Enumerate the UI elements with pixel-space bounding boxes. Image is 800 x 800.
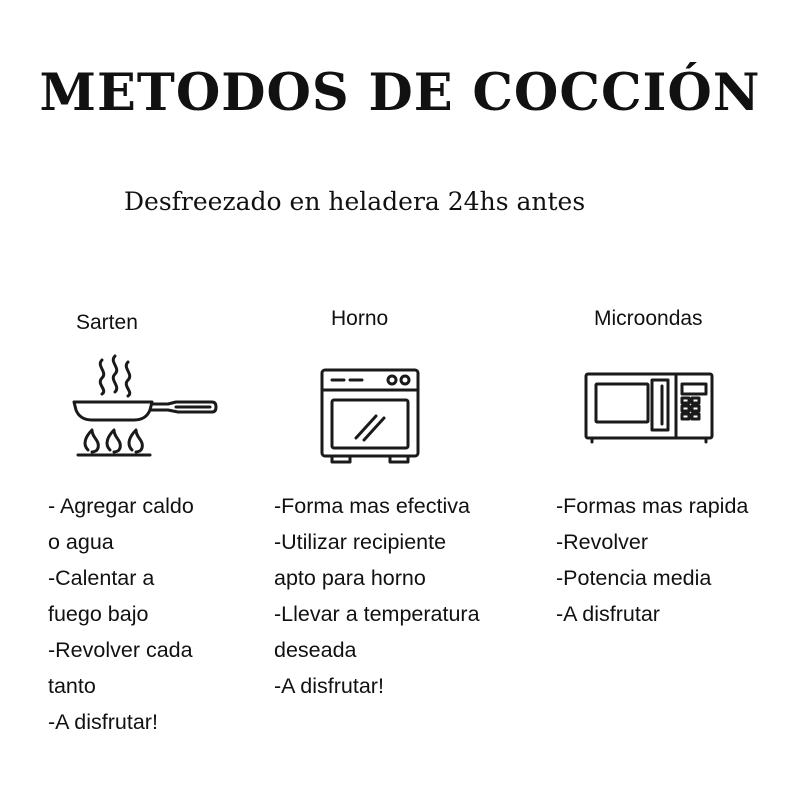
step-line: o agua (48, 530, 114, 554)
method-label-microondas: Microondas (594, 307, 703, 330)
step-line: apto para horno (274, 566, 426, 590)
microwave-icon (582, 370, 716, 446)
step-line: -A disfrutar (556, 602, 660, 626)
frying-pan-on-flame-icon (70, 352, 220, 462)
step-line: -A disfrutar! (274, 674, 384, 698)
method-steps-microondas (556, 488, 748, 632)
page-subtitle: Desfreezado en heladera 24hs antes (124, 187, 586, 216)
step-line: -Forma mas efectiva (274, 494, 470, 518)
method-steps-horno (274, 488, 480, 704)
step-line: -Llevar a temperatura (274, 602, 480, 626)
step-line: deseada (274, 638, 357, 662)
step-line: -A disfrutar! (48, 710, 158, 734)
method-steps-sarten (48, 488, 194, 740)
page-title: METODOS DE COCCIÓN (39, 63, 761, 123)
step-line: -Revolver cada (48, 638, 193, 662)
step-line: fuego bajo (48, 602, 149, 626)
method-label-horno: Horno (331, 307, 389, 330)
oven-icon (318, 366, 422, 466)
step-line: -Calentar a (48, 566, 155, 590)
step-line: -Utilizar recipiente (274, 530, 447, 554)
method-label-sarten: Sarten (76, 311, 138, 334)
step-line: - Agregar caldo (48, 494, 194, 518)
step-line: -Revolver (556, 530, 648, 554)
step-line: tanto (48, 674, 96, 698)
step-line: -Potencia media (556, 566, 712, 590)
step-line: -Formas mas rapida (556, 494, 749, 518)
